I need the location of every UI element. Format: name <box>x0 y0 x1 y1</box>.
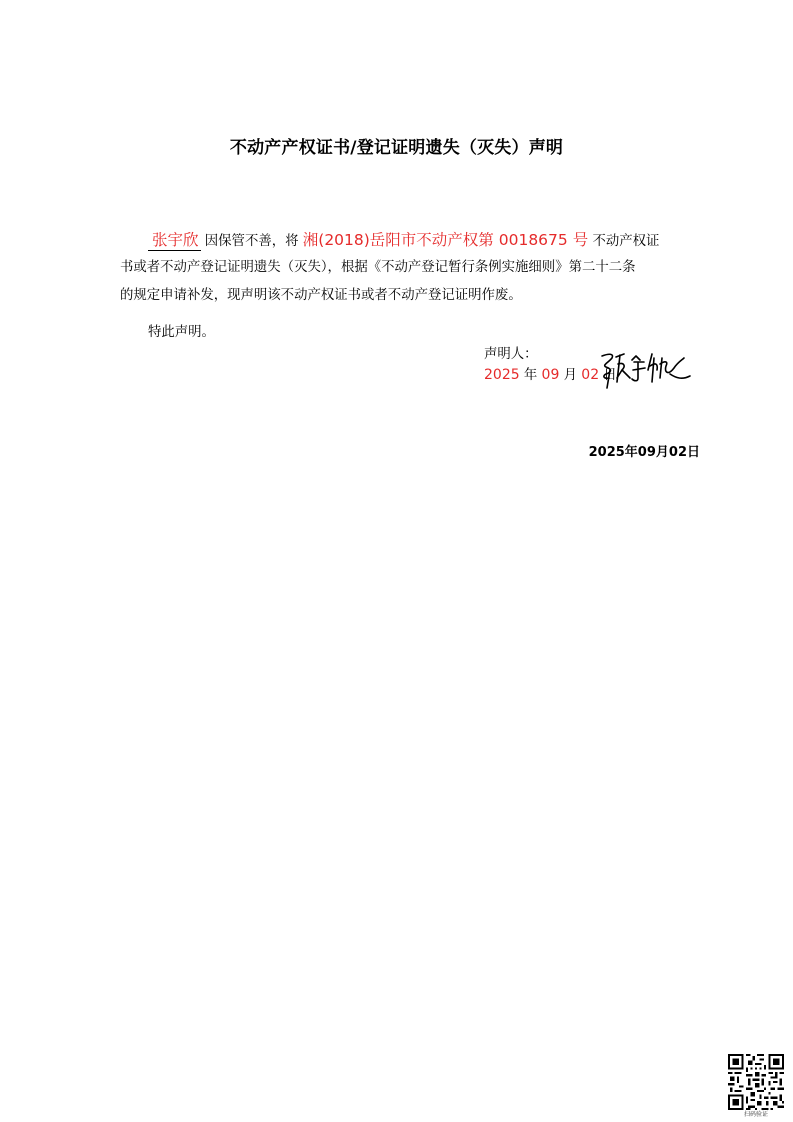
statement-text-2: 不动产权证 <box>588 234 660 249</box>
declarant-month: 09 <box>541 367 560 383</box>
declarant-day: 02 <box>581 367 600 383</box>
year-unit: 年 <box>519 368 542 383</box>
statement-line-1 <box>120 226 680 254</box>
page-title: 不动产产权证书/登记证明遗失（灭失）声明 <box>229 138 564 158</box>
statement-line-3: 的规定申请补发，现声明该不动产权证书或者不动产登记证明作废。 <box>120 288 522 303</box>
declarant-label: 声明人： <box>484 347 538 362</box>
qr-code-icon <box>728 1054 784 1110</box>
day-unit: 日 <box>599 368 617 383</box>
statement-line-2: 书或者不动产登记证明遗失（灭失），根据《不动产登记暂行条例实施细则》第二十二条 <box>120 260 636 275</box>
statement-text-1: 因保管不善，将 <box>200 234 303 249</box>
declarant-year: 2025 <box>484 367 520 383</box>
statement-paragraph <box>120 226 680 310</box>
qr-caption: 扫码验证 <box>743 1111 768 1118</box>
month-unit: 月 <box>559 368 582 383</box>
handwritten-signature <box>596 348 696 390</box>
declarant-name: 张宇欣 <box>148 230 201 251</box>
certificate-number: 湘(2018)岳阳市不动产权第 0018675 号 <box>302 231 589 249</box>
closing-text: 特此声明。 <box>148 325 215 340</box>
bottom-date: 2025年09月02日 <box>588 445 700 460</box>
